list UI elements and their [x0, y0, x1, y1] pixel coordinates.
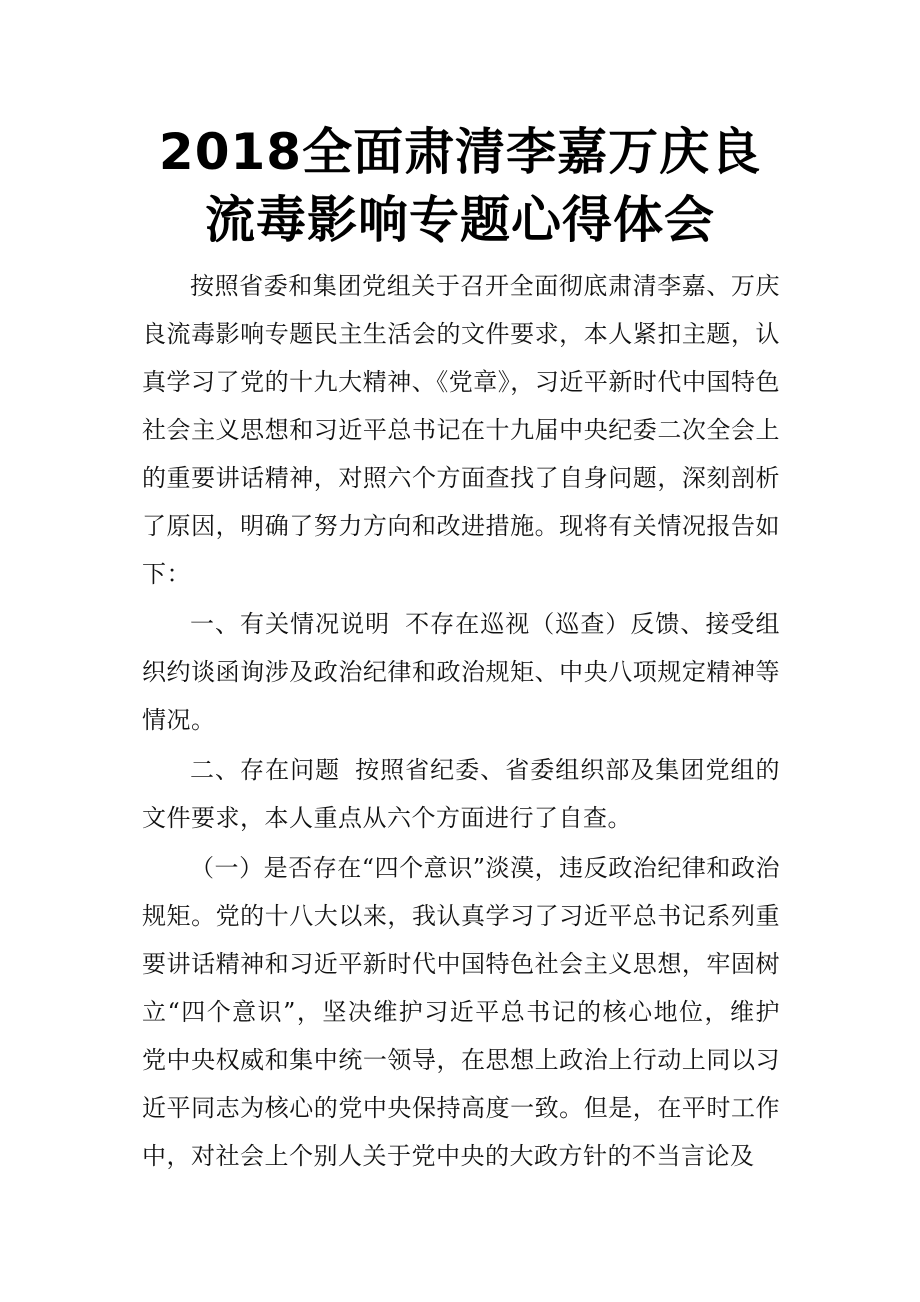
document-title: [130, 118, 790, 254]
section-1-paragraph: [142, 600, 780, 744]
title-line-1: 2018全面肃清李嘉万庆良: [158, 123, 762, 181]
section-2-text: 按照省纪委、省委组织部及集团党组的文件要求，本人重点从六个方面进行了自查。: [142, 756, 781, 832]
section-2-heading: 二、存在问题: [190, 756, 341, 784]
document-body: [142, 262, 780, 1180]
section-2-paragraph: [142, 746, 780, 842]
subsection-1-paragraph: （一）是否存在“四个意识”淡漠，违反政治纪律和政治规矩。党的十八大以来，我认真学习了习近平总书记系列重要讲话精神和习近平新时代中国特色社会主义思想，牢固树立“四个意识”，坚决维护习近平总书记的核心地位，维护党中央权威和集中统一领导，在思想上政治上行动上同以习近平同志为核心的党中央保持高度一致。但是，在平时工作中，对社会上个别人关于党中央的大政方针的不当言论及: [142, 854, 780, 1170]
section-1-heading: 一、有关情况说明: [190, 610, 391, 638]
title-line-2: 流毒影响专题心得体会: [205, 191, 715, 249]
section-1-text: 不存在巡视（巡查）反馈、接受组织约谈函询涉及政治纪律和政治规矩、中央八项规定精神等情况。: [142, 610, 781, 734]
intro-paragraph: 按照省委和集团党组关于召开全面彻底肃清李嘉、万庆良流毒影响专题民主生活会的文件要求，本人紧扣主题，认真学习了党的十九大精神、《党章》，习近平新时代中国特色社会主义思想和习近平总书记在十九届中央纪委二次全会上的重要讲话精神，对照六个方面查找了自身问题，深刻剖析了原因，明确了努力方向和改进措施。现将有关情况报告如下：: [142, 272, 780, 588]
